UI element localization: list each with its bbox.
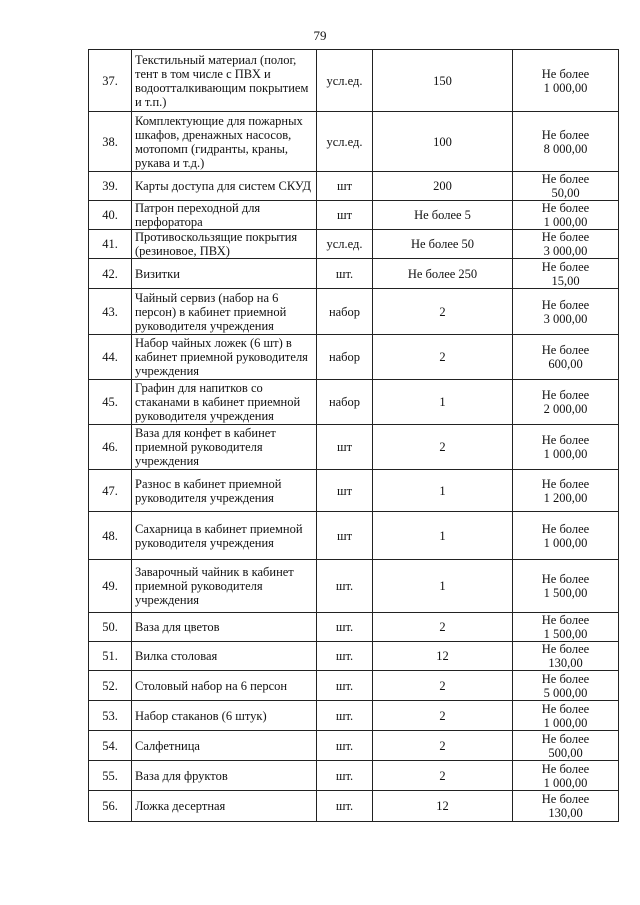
table-row: [89, 201, 619, 230]
row-number: 48.: [89, 512, 132, 560]
item-quantity: 200: [373, 172, 513, 201]
item-quantity: 12: [373, 791, 513, 822]
item-price: [513, 470, 619, 512]
item-price: [513, 613, 619, 642]
row-number: 39.: [89, 172, 132, 201]
item-quantity: 1: [373, 380, 513, 425]
price-prefix: Не более: [541, 761, 590, 776]
table-row: [89, 671, 619, 701]
price-prefix: Не более: [541, 127, 590, 142]
item-name: Графин для напитков со стаканами в кабинет приемной руководителя учреждения: [132, 380, 317, 425]
table-row: [89, 701, 619, 731]
table-row: [89, 642, 619, 671]
item-price: [513, 380, 619, 425]
price-prefix: Не более: [541, 297, 590, 312]
item-unit: усл.ед.: [317, 50, 373, 112]
price-prefix: Не более: [541, 172, 590, 186]
item-unit: шт.: [317, 560, 373, 613]
price-value: 1 000,00: [543, 80, 588, 95]
item-quantity: 150: [373, 50, 513, 112]
item-name: Столовый набор на 6 персон: [132, 671, 317, 701]
price-prefix: Не более: [541, 66, 590, 81]
item-name: Салфетница: [132, 731, 317, 761]
row-number: 49.: [89, 560, 132, 613]
table-row: [89, 112, 619, 172]
row-number: 54.: [89, 731, 132, 761]
page-number: 79: [313, 28, 327, 43]
row-number: 42.: [89, 259, 132, 289]
item-name: Ваза для цветов: [132, 613, 317, 642]
item-unit: набор: [317, 289, 373, 335]
table-row: [89, 731, 619, 761]
item-name: Визитки: [132, 259, 317, 289]
item-unit: шт: [317, 470, 373, 512]
item-quantity: 1: [373, 470, 513, 512]
row-number: 52.: [89, 671, 132, 701]
item-price: [513, 50, 619, 112]
item-price: [513, 512, 619, 560]
item-name: Заварочный чайник в кабинет приемной руководителя учреждения: [132, 560, 317, 613]
price-value: 3 000,00: [543, 311, 588, 326]
row-number: 44.: [89, 335, 132, 380]
price-value: 130,00: [548, 656, 583, 670]
price-value: 1 000,00: [543, 715, 588, 730]
table-row: [89, 172, 619, 201]
item-name: Комплектующие для пожарных шкафов, дренажных насосов, мотопомп (гидранты, краны, рукава и т.д.): [132, 112, 317, 172]
item-unit: шт: [317, 512, 373, 560]
table-row: [89, 560, 619, 613]
price-prefix: Не более: [541, 671, 590, 686]
table-row: [89, 230, 619, 259]
price-prefix: Не более: [541, 433, 590, 447]
item-unit: шт: [317, 425, 373, 470]
price-value: 50,00: [551, 186, 580, 200]
price-prefix: Не более: [541, 388, 590, 402]
item-quantity: 2: [373, 701, 513, 731]
table-row: [89, 613, 619, 642]
item-quantity: 2: [373, 613, 513, 642]
item-unit: шт.: [317, 259, 373, 289]
price-prefix: Не более: [541, 476, 590, 491]
item-name: Набор чайных ложек (6 шт) в кабинет приемной руководителя учреждения: [132, 335, 317, 380]
item-price: [513, 230, 619, 259]
item-quantity: 2: [373, 671, 513, 701]
item-price: [513, 112, 619, 172]
item-unit: шт.: [317, 761, 373, 791]
price-prefix: Не более: [541, 701, 590, 716]
price-value: 1 000,00: [543, 775, 588, 790]
item-unit: набор: [317, 380, 373, 425]
item-name: Ваза для конфет в кабинет приемной руководителя учреждения: [132, 425, 317, 470]
item-name: Ваза для фруктов: [132, 761, 317, 791]
item-price: [513, 761, 619, 791]
item-name: Чайный сервиз (набор на 6 персон) в кабинет приемной руководителя учреждения: [132, 289, 317, 335]
price-value: 130,00: [548, 806, 583, 820]
item-price: [513, 791, 619, 822]
table-row: [89, 335, 619, 380]
item-price: [513, 259, 619, 289]
item-name: Разнос в кабинет приемной руководителя учреждения: [132, 470, 317, 512]
price-value: 15,00: [551, 273, 580, 288]
price-prefix: Не более: [541, 343, 590, 357]
price-prefix: Не более: [541, 792, 590, 806]
item-unit: шт.: [317, 671, 373, 701]
row-number: 37.: [89, 50, 132, 112]
item-name: Сахарница в кабинет приемной руководителя учреждения: [132, 512, 317, 560]
item-price: [513, 289, 619, 335]
row-number: 41.: [89, 230, 132, 259]
item-unit: шт: [317, 172, 373, 201]
item-unit: шт: [317, 201, 373, 230]
item-unit: усл.ед.: [317, 230, 373, 259]
price-value: 5 000,00: [543, 685, 588, 700]
item-price: [513, 671, 619, 701]
item-price: [513, 335, 619, 380]
item-quantity: 2: [373, 425, 513, 470]
table-row: [89, 425, 619, 470]
item-quantity: 100: [373, 112, 513, 172]
row-number: 43.: [89, 289, 132, 335]
row-number: 47.: [89, 470, 132, 512]
item-unit: шт.: [317, 642, 373, 671]
row-number: 45.: [89, 380, 132, 425]
item-quantity: 2: [373, 731, 513, 761]
item-quantity: 1: [373, 560, 513, 613]
row-number: 46.: [89, 425, 132, 470]
price-value: 1 000,00: [543, 447, 588, 461]
price-value: 1 000,00: [543, 535, 588, 550]
items-table: [88, 49, 619, 822]
table-row: [89, 380, 619, 425]
item-quantity: Не более 5: [373, 201, 513, 230]
table-row: [89, 512, 619, 560]
table-row: [89, 791, 619, 822]
price-prefix: Не более: [541, 201, 590, 215]
item-unit: усл.ед.: [317, 112, 373, 172]
item-name: Ложка десертная: [132, 791, 317, 822]
price-prefix: Не более: [541, 259, 590, 274]
item-quantity: 2: [373, 289, 513, 335]
table-row: [89, 470, 619, 512]
item-unit: шт.: [317, 791, 373, 822]
item-price: [513, 701, 619, 731]
price-value: 1 500,00: [543, 627, 588, 641]
price-value: 1 000,00: [543, 215, 588, 229]
item-name: Текстильный материал (полог, тент в том числе с ПВХ и водоотталкивающим покрытием и т.п.): [132, 50, 317, 112]
table-row: [89, 50, 619, 112]
price-value: 1 200,00: [543, 490, 588, 505]
table-body: [89, 50, 619, 822]
item-price: [513, 731, 619, 761]
row-number: 38.: [89, 112, 132, 172]
item-name: Патрон переходной для перфоратора: [132, 201, 317, 230]
row-number: 55.: [89, 761, 132, 791]
item-unit: шт.: [317, 731, 373, 761]
item-unit: шт.: [317, 613, 373, 642]
price-prefix: Не более: [541, 521, 590, 536]
item-price: [513, 560, 619, 613]
item-name: Карты доступа для систем СКУД: [132, 172, 317, 201]
item-price: [513, 201, 619, 230]
item-name: Вилка столовая: [132, 642, 317, 671]
item-name: Набор стаканов (6 штук): [132, 701, 317, 731]
price-value: 1 500,00: [543, 586, 588, 600]
price-prefix: Не более: [541, 572, 590, 586]
item-quantity: 2: [373, 761, 513, 791]
row-number: 53.: [89, 701, 132, 731]
price-value: 500,00: [548, 745, 583, 760]
item-price: [513, 172, 619, 201]
row-number: 56.: [89, 791, 132, 822]
price-prefix: Не более: [541, 230, 590, 244]
row-number: 40.: [89, 201, 132, 230]
price-value: 2 000,00: [543, 402, 588, 416]
item-unit: шт.: [317, 701, 373, 731]
item-quantity: Не более 250: [373, 259, 513, 289]
row-number: 51.: [89, 642, 132, 671]
table-row: [89, 259, 619, 289]
row-number: 50.: [89, 613, 132, 642]
price-prefix: Не более: [541, 731, 590, 746]
price-prefix: Не более: [541, 642, 590, 656]
item-quantity: 2: [373, 335, 513, 380]
item-unit: набор: [317, 335, 373, 380]
item-price: [513, 642, 619, 671]
price-value: 600,00: [548, 357, 583, 371]
item-quantity: 12: [373, 642, 513, 671]
table-row: [89, 289, 619, 335]
item-name: Противоскользящие покрытия (резиновое, ПВХ): [132, 230, 317, 259]
price-value: 3 000,00: [543, 244, 588, 258]
item-quantity: Не более 50: [373, 230, 513, 259]
item-price: [513, 425, 619, 470]
item-quantity: 1: [373, 512, 513, 560]
price-prefix: Не более: [541, 613, 590, 627]
price-value: 8 000,00: [543, 141, 588, 156]
table-row: [89, 761, 619, 791]
